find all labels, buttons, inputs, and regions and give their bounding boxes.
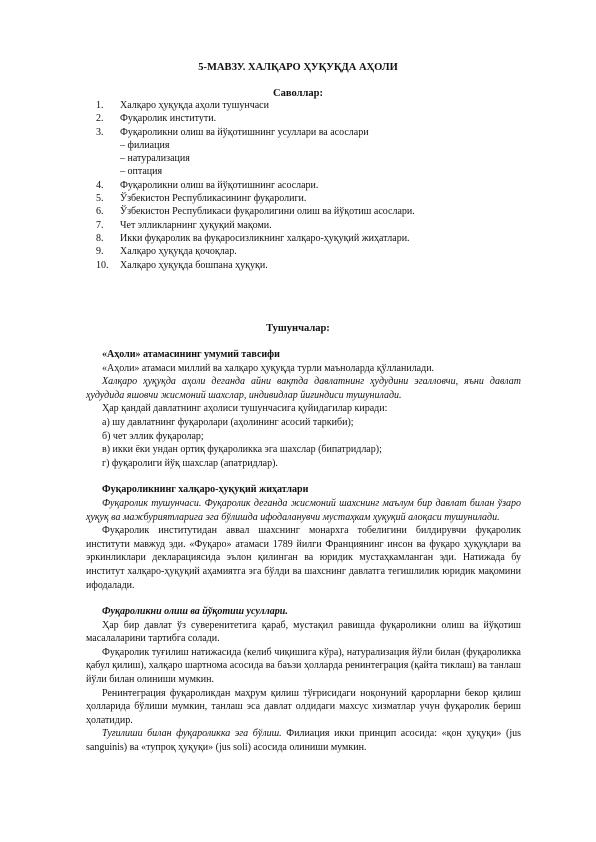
list-item: а) шу давлатнинг фуқаролари (аҳолининг асосий таркиби); <box>102 416 354 428</box>
paragraph: Ҳар бир давлат ўз суверенитетига қараб, мустақил равишда фуқароликни олиш ва йўқотиш масалаларини тартибга солади. <box>86 619 521 645</box>
paragraph-rest: Филиация икки принцип асосида: «қон ҳуқуқи» (jus sanguinis) ва «тупроқ ҳуқуқи» (jus soli) асосида олиниши мумкин. <box>86 728 521 754</box>
question-item: 3. Фуқароликни олиш ва йўқотишнинг усуллари ва асослари <box>96 126 369 138</box>
paragraph: Ренинтеграция фуқароликдан маҳрум қилиш тўғрисидаги ноқонуний қарорларни бекор қилиш ҳолларида бўлиши мумкин, танлаш эса давлат олдидаги махсус хизматлар учун фуқаролик бериш ҳолатидир. <box>86 687 521 726</box>
question-subitem: – оптация <box>120 166 163 178</box>
questions-list <box>96 99 536 272</box>
document-body <box>86 348 521 755</box>
section-heading: Фуқароликнинг халқаро-ҳуқуқий жиҳатлари <box>102 484 309 496</box>
question-subitem: – натурализация <box>120 153 190 165</box>
concepts-heading: Тушунчалар: <box>266 323 330 334</box>
question-item: 4. Фуқароликни олиш ва йўқотишнинг асослари. <box>96 179 319 191</box>
paragraph: Халқаро ҳуқуқда аҳоли деганда айни вақтда давлатнинг ҳудудини эгалловчи, яъни давлат ҳудудида яшовчи жисмоний шахслар, индивидлар йиғиндиси тушунилади. <box>86 376 521 401</box>
paragraph: Фуқаролик институтидан аввал шахснинг монархга тобелигини билдирувчи фуқаролик институти мавжуд эди. «Фуқаро» атамаси 1789 йилги Франциянинг инсон ва фуқаро ҳуқуқлари ва эркинликлари декларациясида эълон қилинган ва юридик мустаҳкамланган эди. Натижада бу институт халқаро-ҳуқуқий аҳамиятга эга бўлди ва шахснинг давлатга тегишлилик юридик мақомини ифодалади. <box>86 525 521 591</box>
question-item: 2. Фуқаролик институти. <box>96 113 217 125</box>
question-item: 6. Ўзбекистон Республикаси фуқаролигини олиш ва йўқотиш асослари. <box>96 206 415 218</box>
question-item: 7. Чет элликларнинг ҳуқуқий мақоми. <box>96 219 272 231</box>
paragraph: Фуқаролик тушунчаси. Фуқаролик деганда жисмоний шахснинг маълум бир давлат билан ўзаро ҳуқуқ ва мажбуриятларига эга бўлишда ифодаланувчи мустаҳкам ҳуқуқий алоқаси тушунилади. <box>86 497 521 523</box>
section-heading: Фуқароликни олиш ва йўқотиш усуллари. <box>102 606 288 618</box>
question-item: 8. Икки фуқаролик ва фуқаросизликнинг халқаро-ҳуқуқий жиҳатлари. <box>96 232 410 244</box>
paragraph: «Аҳоли» атамаси миллий ва халқаро ҳуқуқда турли маъноларда қўлланилади. <box>102 362 435 374</box>
questions-heading: Саволлар: <box>273 88 323 99</box>
question-item: 9. Халқаро ҳуқуқда қочоқлар. <box>96 246 237 258</box>
list-item: г) фуқаролиги йўқ шахслар (апатридлар). <box>102 457 278 469</box>
paragraph <box>86 727 521 754</box>
question-item: 1. Халқаро ҳуқуқда аҳоли тушунчаси <box>96 100 269 111</box>
question-item: 5. Ўзбекистон Республикасининг фуқаролиги. <box>96 193 307 205</box>
list-item: в) икки ёки ундан ортиқ фуқароликка эга шахслар (бипатридлар); <box>102 444 382 456</box>
question-subitem: – филиация <box>120 139 170 151</box>
paragraph: Ҳар қандай давлатнинг аҳолиси тушунчасига қуйидагилар киради: <box>102 403 388 415</box>
question-item: 10. Халқаро ҳуқуқда бошпана ҳуқуқи. <box>96 259 268 271</box>
paragraph: Фуқаролик туғилиш натижасида (келиб чиқишига кўра), натурализация йўли билан (фуқароликка қабул қилиш), халқаро шартнома асосида ва баъзи ҳолларда ренинтеграция (қайта тиклаш) ва танлаш йўли билан олиниши мумкин. <box>86 646 521 686</box>
list-item: б) чет эллик фуқаролар; <box>102 430 204 442</box>
document-title: 5-МАВЗУ. ХАЛҚАРО ҲУҚУҚДА АҲОЛИ <box>198 62 398 73</box>
section-heading: «Аҳоли» атамасининг умумий тавсифи <box>102 349 280 360</box>
paragraph-lead: Туғилиши билан фуқароликка эга бўлиш. <box>102 728 282 740</box>
